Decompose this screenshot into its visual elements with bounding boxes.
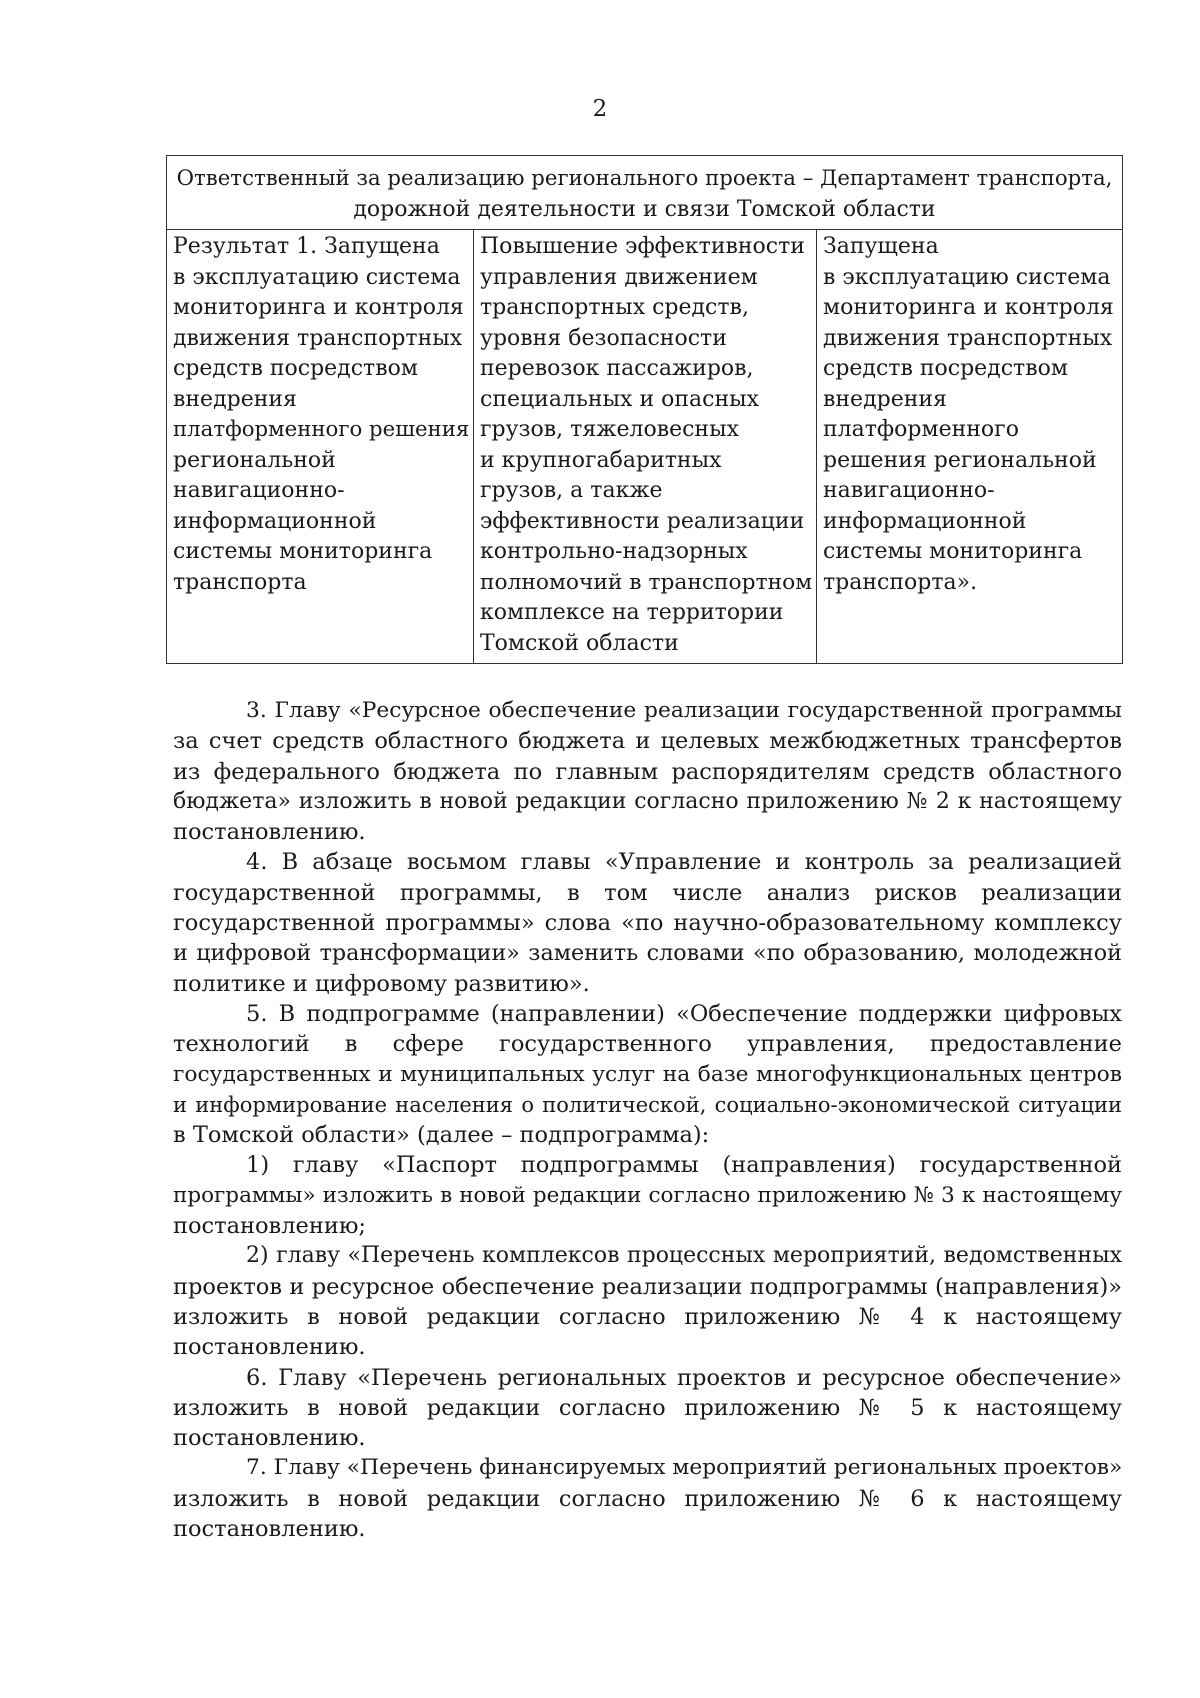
paragraph-line: изложить в новой редакции согласно приложению № 5 к настоящему bbox=[173, 1394, 1122, 1421]
cell-line: полномочий в транспортном bbox=[480, 569, 813, 595]
cell-line: мониторинга и контроля bbox=[173, 295, 464, 320]
cell-line: решения региональной bbox=[823, 447, 1097, 473]
cell-line: в эксплуатацию система bbox=[823, 264, 1111, 290]
responsible-text bbox=[173, 164, 1116, 225]
paragraph-line: политике и цифровому развитию». bbox=[173, 970, 590, 997]
paragraph-line: 2) главу «Перечень комплексов процессных мероприятий, ведомственных bbox=[246, 1243, 1122, 1269]
cell-line: движения транспортных bbox=[173, 325, 463, 351]
cell-line: информационной bbox=[823, 508, 1027, 534]
cell-line: мониторинга и контроля bbox=[823, 295, 1114, 320]
cell-line: в эксплуатацию система bbox=[173, 264, 461, 290]
regional-project-table bbox=[166, 155, 1123, 664]
paragraph-line: изложить в новой редакции согласно приложению № 4 к настоящему bbox=[173, 1303, 1122, 1330]
paragraph-line: и цифровой трансформации» заменить словами «по образованию, молодежной bbox=[173, 940, 1122, 967]
cell-line: средств посредством bbox=[173, 356, 418, 381]
cell-line: платформенного bbox=[823, 417, 1019, 442]
cell-line: платформенного решения bbox=[173, 417, 470, 442]
paragraph bbox=[173, 847, 1122, 998]
paragraph-line: бюджета» изложить в новой редакции согласно приложению № 2 к настоящему bbox=[173, 788, 1122, 814]
paragraph-line: постановлению. bbox=[173, 819, 366, 846]
cell-line: транспорта». bbox=[823, 569, 978, 595]
cell-line: комплексе на территории bbox=[480, 600, 784, 625]
paragraph-line: постановлению; bbox=[173, 1213, 366, 1240]
paragraph-line: технологий в сфере государственного управления, предоставление bbox=[173, 1031, 1122, 1058]
paragraph-line: изложить в новой редакции согласно приложению № 6 к настоящему bbox=[173, 1485, 1122, 1512]
cell-line: Повышение эффективности bbox=[480, 234, 805, 259]
cell-line: Запущена bbox=[823, 234, 939, 259]
cell-line: Результат 1. Запущена bbox=[173, 234, 440, 259]
paragraph-line: постановлению. bbox=[173, 1516, 366, 1543]
page-number: 2 bbox=[592, 96, 608, 122]
paragraph-line: за счет средств областного бюджета и целевых межбюджетных трансфертов bbox=[173, 728, 1122, 755]
paragraph-line: и информирование населения о политической, социально-экономической ситуации bbox=[173, 1092, 1122, 1117]
table-row bbox=[167, 230, 1123, 664]
cell-line: средств посредством bbox=[823, 356, 1068, 381]
cell-line: навигационно- bbox=[173, 478, 345, 503]
cell-line: движения транспортных bbox=[823, 325, 1113, 351]
paragraph-line: программы» изложить в новой редакции согласно приложению № 3 к настоящему bbox=[173, 1182, 1122, 1208]
paragraph-line: постановлению. bbox=[173, 1425, 366, 1452]
cell-line: и крупногабаритных bbox=[480, 447, 722, 473]
cell-line: Томской области bbox=[480, 630, 679, 656]
document-body bbox=[173, 696, 1122, 1544]
paragraph-line: 6. Главу «Перечень региональных проектов и ресурсное обеспечение» bbox=[246, 1364, 1122, 1391]
table-header-row bbox=[167, 156, 1123, 230]
indicator-cell bbox=[474, 230, 817, 664]
cell-line: специальных и опасных bbox=[480, 386, 760, 412]
cell-line: информационной bbox=[173, 508, 377, 534]
paragraph-line: 7. Главу «Перечень финансируемых мероприятий региональных проектов» bbox=[246, 1455, 1123, 1481]
paragraph-line: 4. В абзаце восьмом главы «Управление и контроль за реализацией bbox=[246, 849, 1122, 876]
paragraph-line: 1) главу «Паспорт подпрограммы (направления) государственной bbox=[246, 1152, 1122, 1179]
paragraph-line: 5. В подпрограмме (направлении) «Обеспечение поддержки цифровых bbox=[246, 1000, 1122, 1027]
header-line: дорожной деятельности и связи Томской области bbox=[353, 196, 936, 222]
paragraph-line: 3. Главу «Ресурсное обеспечение реализации государственной программы bbox=[246, 698, 1122, 723]
paragraph bbox=[173, 696, 1122, 847]
cell-line: грузов, а также bbox=[480, 478, 663, 503]
cell-line: эффективности реализации bbox=[480, 508, 805, 534]
paragraph-line: государственной программы, в том числе анализ рисков реализации bbox=[173, 879, 1122, 906]
characteristic-text bbox=[823, 232, 1118, 598]
paragraph-line: государственных и муниципальных услуг на базе многофункциональных центров bbox=[173, 1061, 1122, 1087]
cell-line: управления движением bbox=[480, 264, 758, 290]
cell-line: транспорта bbox=[173, 569, 307, 595]
paragraph bbox=[173, 1241, 1122, 1362]
result-cell bbox=[167, 230, 474, 664]
paragraph bbox=[173, 1150, 1122, 1241]
cell-line: транспортных средств, bbox=[480, 295, 749, 320]
cell-line: навигационно- bbox=[823, 478, 995, 503]
paragraph-line: из федерального бюджета по главным распорядителям средств областного bbox=[173, 758, 1122, 785]
cell-line: грузов, тяжеловесных bbox=[480, 417, 740, 442]
paragraph bbox=[173, 1363, 1122, 1454]
paragraph-line: постановлению. bbox=[173, 1334, 366, 1361]
cell-line: контрольно-надзорных bbox=[480, 539, 748, 564]
cell-line: региональной bbox=[173, 447, 336, 473]
characteristic-cell bbox=[817, 230, 1123, 664]
paragraph-line: в Томской области» (далее – подпрограмма): bbox=[173, 1122, 710, 1149]
header-line: Ответственный за реализацию регионального проекта – Департамент транспорта, bbox=[176, 166, 1113, 191]
paragraph-line: государственной программы» слова «по научно-образовательному комплексу bbox=[173, 910, 1122, 937]
cell-line: системы мониторинга bbox=[173, 539, 433, 564]
indicator-text bbox=[480, 232, 812, 659]
cell-line: перевозок пассажиров, bbox=[480, 356, 754, 381]
paragraph bbox=[173, 999, 1122, 1150]
cell-line: внедрения bbox=[823, 386, 947, 412]
cell-line: уровня безопасности bbox=[480, 325, 727, 351]
paragraph-line: проектов и ресурсное обеспечение реализации подпрограммы (направления)» bbox=[173, 1273, 1122, 1300]
table-header-cell bbox=[167, 156, 1123, 230]
result-text bbox=[173, 232, 469, 598]
paragraph bbox=[173, 1453, 1122, 1544]
cell-line: внедрения bbox=[173, 386, 297, 412]
cell-line: системы мониторинга bbox=[823, 539, 1083, 564]
